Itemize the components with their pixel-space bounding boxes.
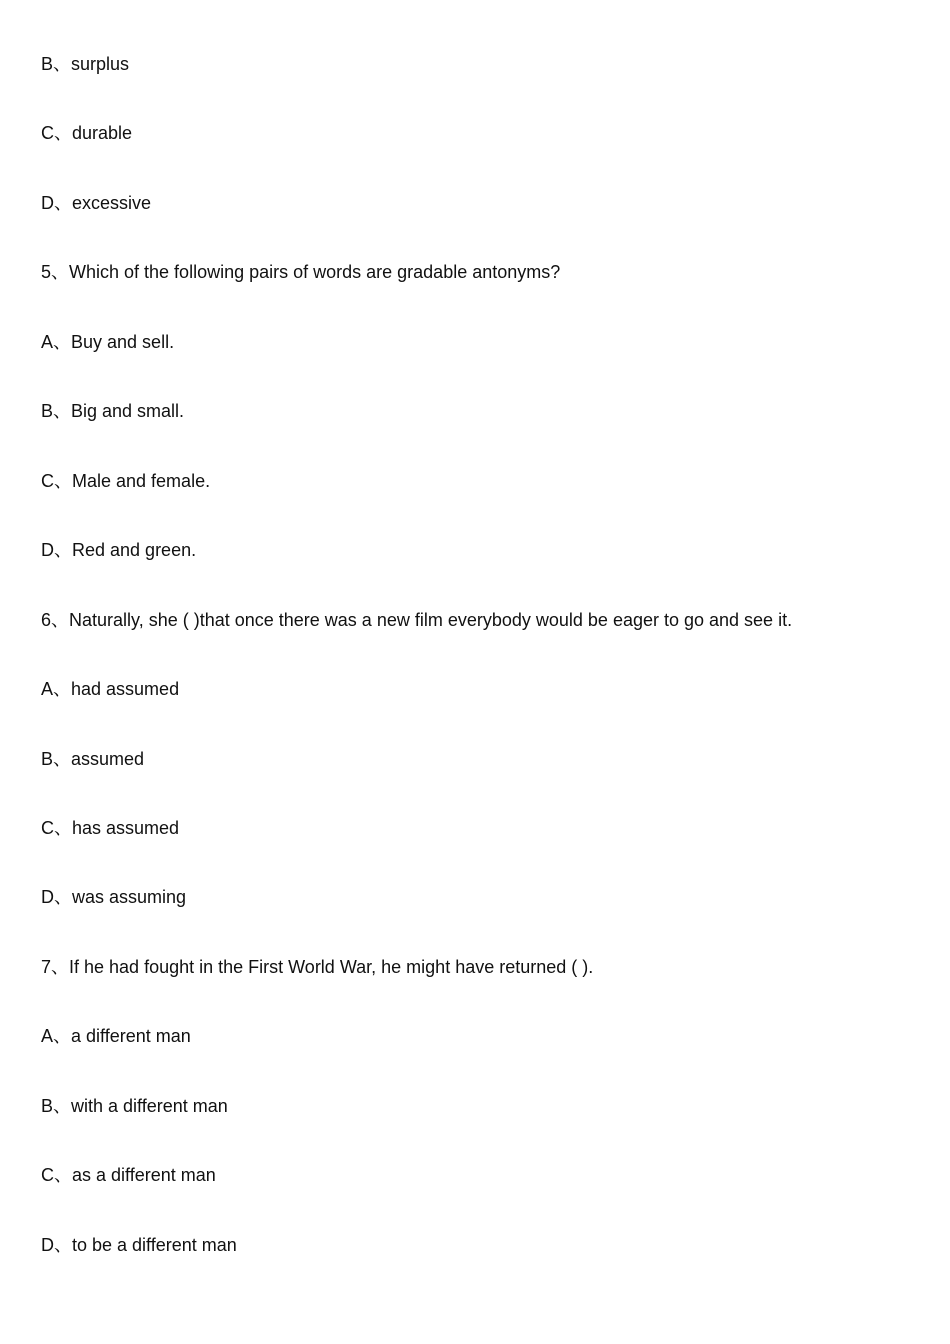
question-7: 7、If he had fought in the First World War, he might have returned ( ).	[41, 957, 594, 977]
option-5a: A、Buy and sell.	[41, 332, 175, 352]
option-6d: D、was assuming	[41, 887, 187, 907]
option-7b: B、with a different man	[41, 1096, 228, 1116]
option-7d: D、to be a different man	[41, 1235, 237, 1255]
option-5d: D、Red and green.	[41, 540, 197, 560]
option-4c: C、durable	[41, 123, 133, 143]
option-4d: D、excessive	[41, 193, 152, 213]
option-5c: C、Male and female.	[41, 471, 211, 491]
option-6b: B、assumed	[41, 749, 145, 769]
option-7a: A、a different man	[41, 1026, 191, 1046]
option-6a: A、had assumed	[41, 679, 180, 699]
question-5: 5、Which of the following pairs of words are gradable antonyms?	[41, 262, 561, 282]
question-6: 6、Naturally, she ( )that once there was a new film everybody would be eager to go and see it.	[41, 610, 793, 630]
option-5b: B、Big and small.	[41, 401, 185, 421]
option-4b: B、surplus	[41, 54, 130, 74]
option-6c: C、has assumed	[41, 818, 180, 838]
option-7c: C、as a different man	[41, 1165, 216, 1185]
